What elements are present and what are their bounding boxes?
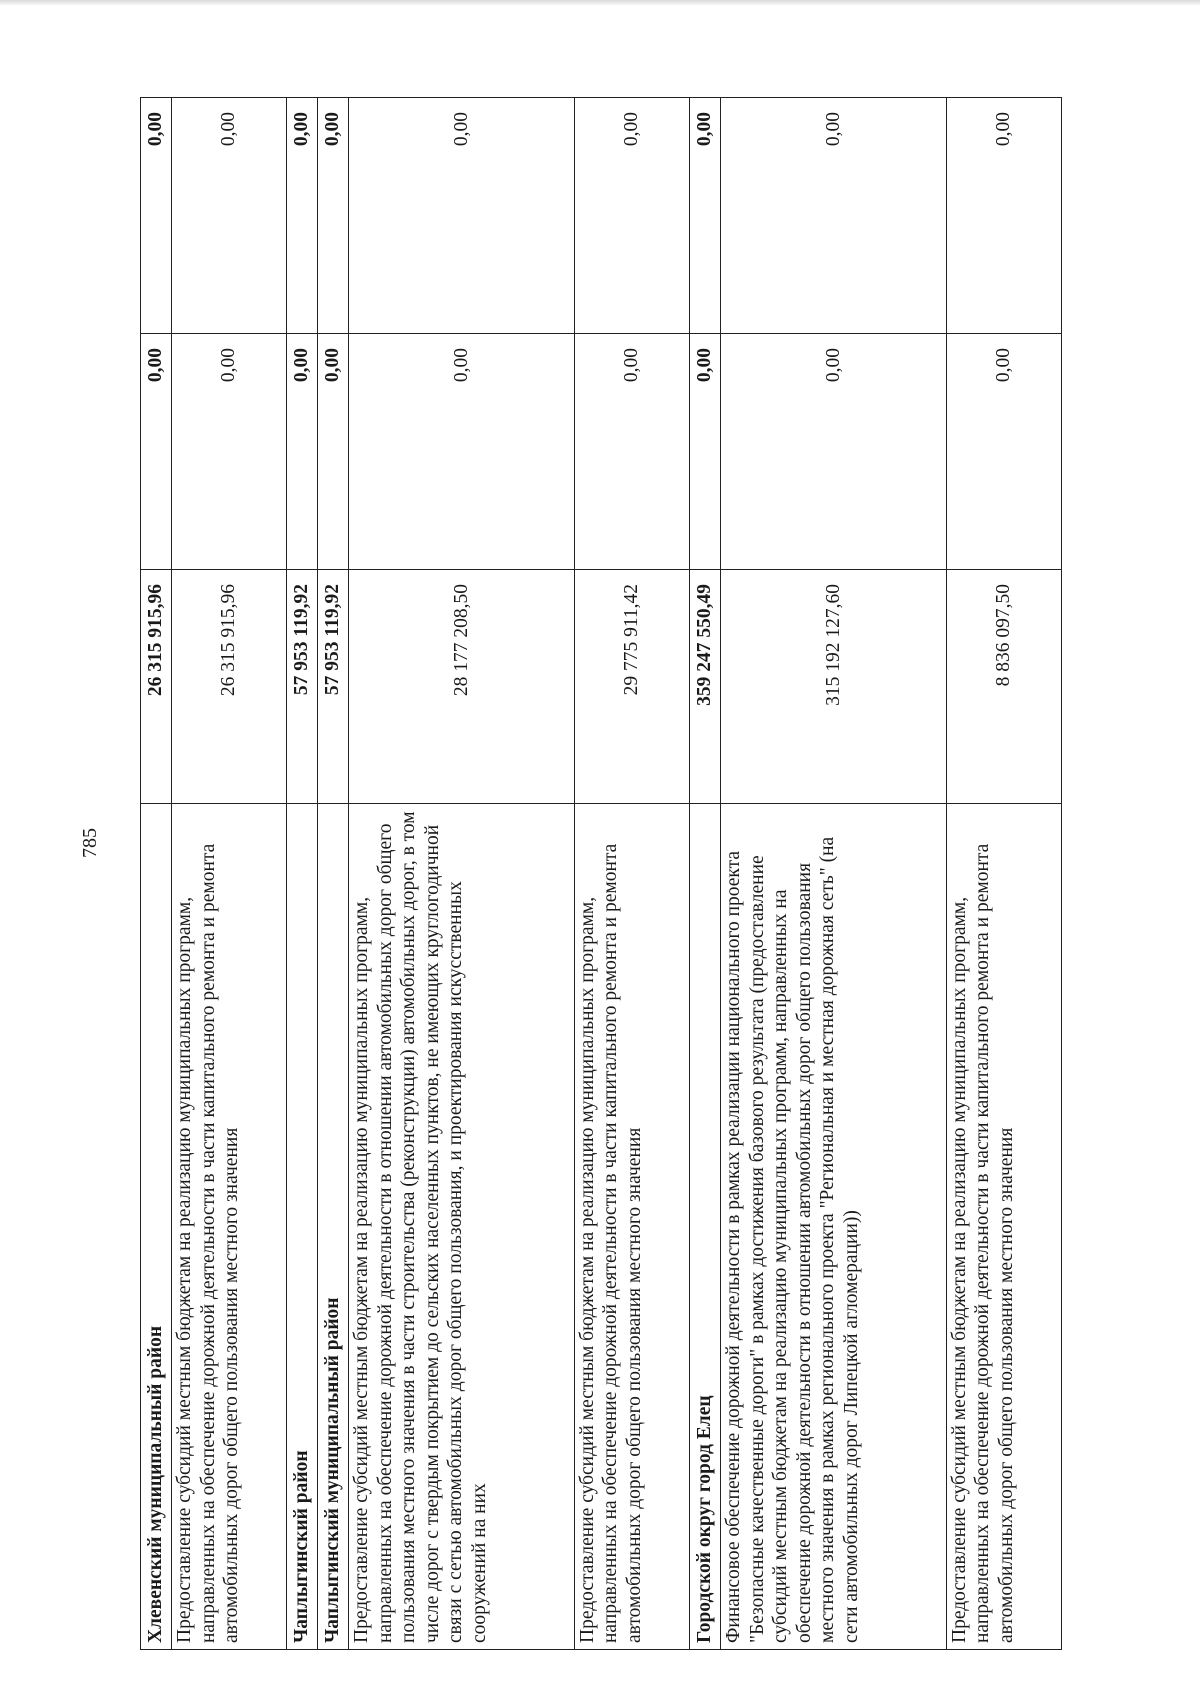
- row-amount-year2: 0,00: [318, 334, 349, 570]
- table-row: [721, 98, 947, 1650]
- row-amount-year3: 0,00: [946, 98, 1061, 334]
- row-amount: 315 192 127,60: [721, 570, 947, 804]
- row-amount-year3: 0,00: [574, 98, 689, 334]
- row-amount-year3: 0,00: [318, 98, 349, 334]
- page-number: 785: [79, 828, 101, 858]
- table-row: [946, 98, 1061, 1650]
- row-amount-year2: 0,00: [172, 334, 287, 570]
- row-amount-year3: 0,00: [287, 98, 318, 334]
- row-amount: 57 953 119,92: [287, 570, 318, 804]
- table-row: [318, 98, 349, 1650]
- row-amount: 57 953 119,92: [318, 570, 349, 804]
- row-amount-year2: 0,00: [690, 334, 721, 570]
- table-row: [574, 98, 689, 1650]
- scan-edge: [0, 0, 1200, 6]
- row-amount-year2: 0,00: [349, 334, 575, 570]
- row-amount: 28 177 208,50: [349, 570, 575, 804]
- row-amount-year3: 0,00: [349, 98, 575, 334]
- row-amount: 8 836 097,50: [946, 570, 1061, 804]
- row-name: Предоставление субсидий местным бюджетам на реализацию муниципальных программ, направленных на обеспечение дорожной деятельности в отношении автомобильных дорог общего пользования местного значения в части строительства (реконструкции) автомобильных дорог, в том числе дорог с твердым покрытием до сельских населенных пунктов, не имеющих круглогодичной связи с сетью автомобильных дорог общего пользования, и проектирования искусственных сооружений на них: [349, 804, 575, 1650]
- row-name: Предоставление субсидий местным бюджетам на реализацию муниципальных программ, направленных на обеспечение дорожной деятельности в части капитального ремонта и ремонта автомобильных дорог общего пользования местного значения: [172, 804, 287, 1650]
- row-name: Хлевенский муниципальный район: [141, 804, 172, 1650]
- row-amount: 359 247 550,49: [690, 570, 721, 804]
- budget-table-body: [141, 98, 1062, 1650]
- row-name: Чаплыгинский район: [287, 804, 318, 1650]
- row-amount: 26 315 915,96: [172, 570, 287, 804]
- row-name: Предоставление субсидий местным бюджетам на реализацию муниципальных программ, направленных на обеспечение дорожной деятельности в части капитального ремонта и ремонта автомобильных дорог общего пользования местного значения: [574, 804, 689, 1650]
- row-amount-year2: 0,00: [721, 334, 947, 570]
- row-amount-year3: 0,00: [172, 98, 287, 334]
- row-name: Предоставление субсидий местным бюджетам на реализацию муниципальных программ, направленных на обеспечение дорожной деятельности в части капитального ремонта и ремонта автомобильных дорог общего пользования местного значения: [946, 804, 1061, 1650]
- table-row: [349, 98, 575, 1650]
- table-row: [287, 98, 318, 1650]
- rotated-table-container: [140, 98, 1062, 1650]
- row-amount-year2: 0,00: [287, 334, 318, 570]
- row-amount-year3: 0,00: [690, 98, 721, 334]
- table-row: [172, 98, 287, 1650]
- row-amount: 29 775 911,42: [574, 570, 689, 804]
- row-name: Городской округ город Елец: [690, 804, 721, 1650]
- row-amount-year3: 0,00: [721, 98, 947, 334]
- row-name: Финансовое обеспечение дорожной деятельности в рамках реализации национального проекта "Безопасные качественные дороги" в рамках достижения базового результата (предоставление субсидий местным бюджетам на реализацию муниципальных программ, направленных на обеспечение дорожной деятельности в отношении автомобильных дорог общего пользования местного значения в рамках регионального проекта "Региональная и местная дорожная сеть" (на сети автомобильных дорог Липецкой агломерации)): [721, 804, 947, 1650]
- row-name: Чаплыгинский муниципальный район: [318, 804, 349, 1650]
- table-row: [690, 98, 721, 1650]
- row-amount-year2: 0,00: [574, 334, 689, 570]
- row-amount: 26 315 915,96: [141, 570, 172, 804]
- row-amount-year2: 0,00: [946, 334, 1061, 570]
- table-row: [141, 98, 172, 1650]
- row-amount-year2: 0,00: [141, 334, 172, 570]
- row-amount-year3: 0,00: [141, 98, 172, 334]
- budget-table: [140, 97, 1062, 1650]
